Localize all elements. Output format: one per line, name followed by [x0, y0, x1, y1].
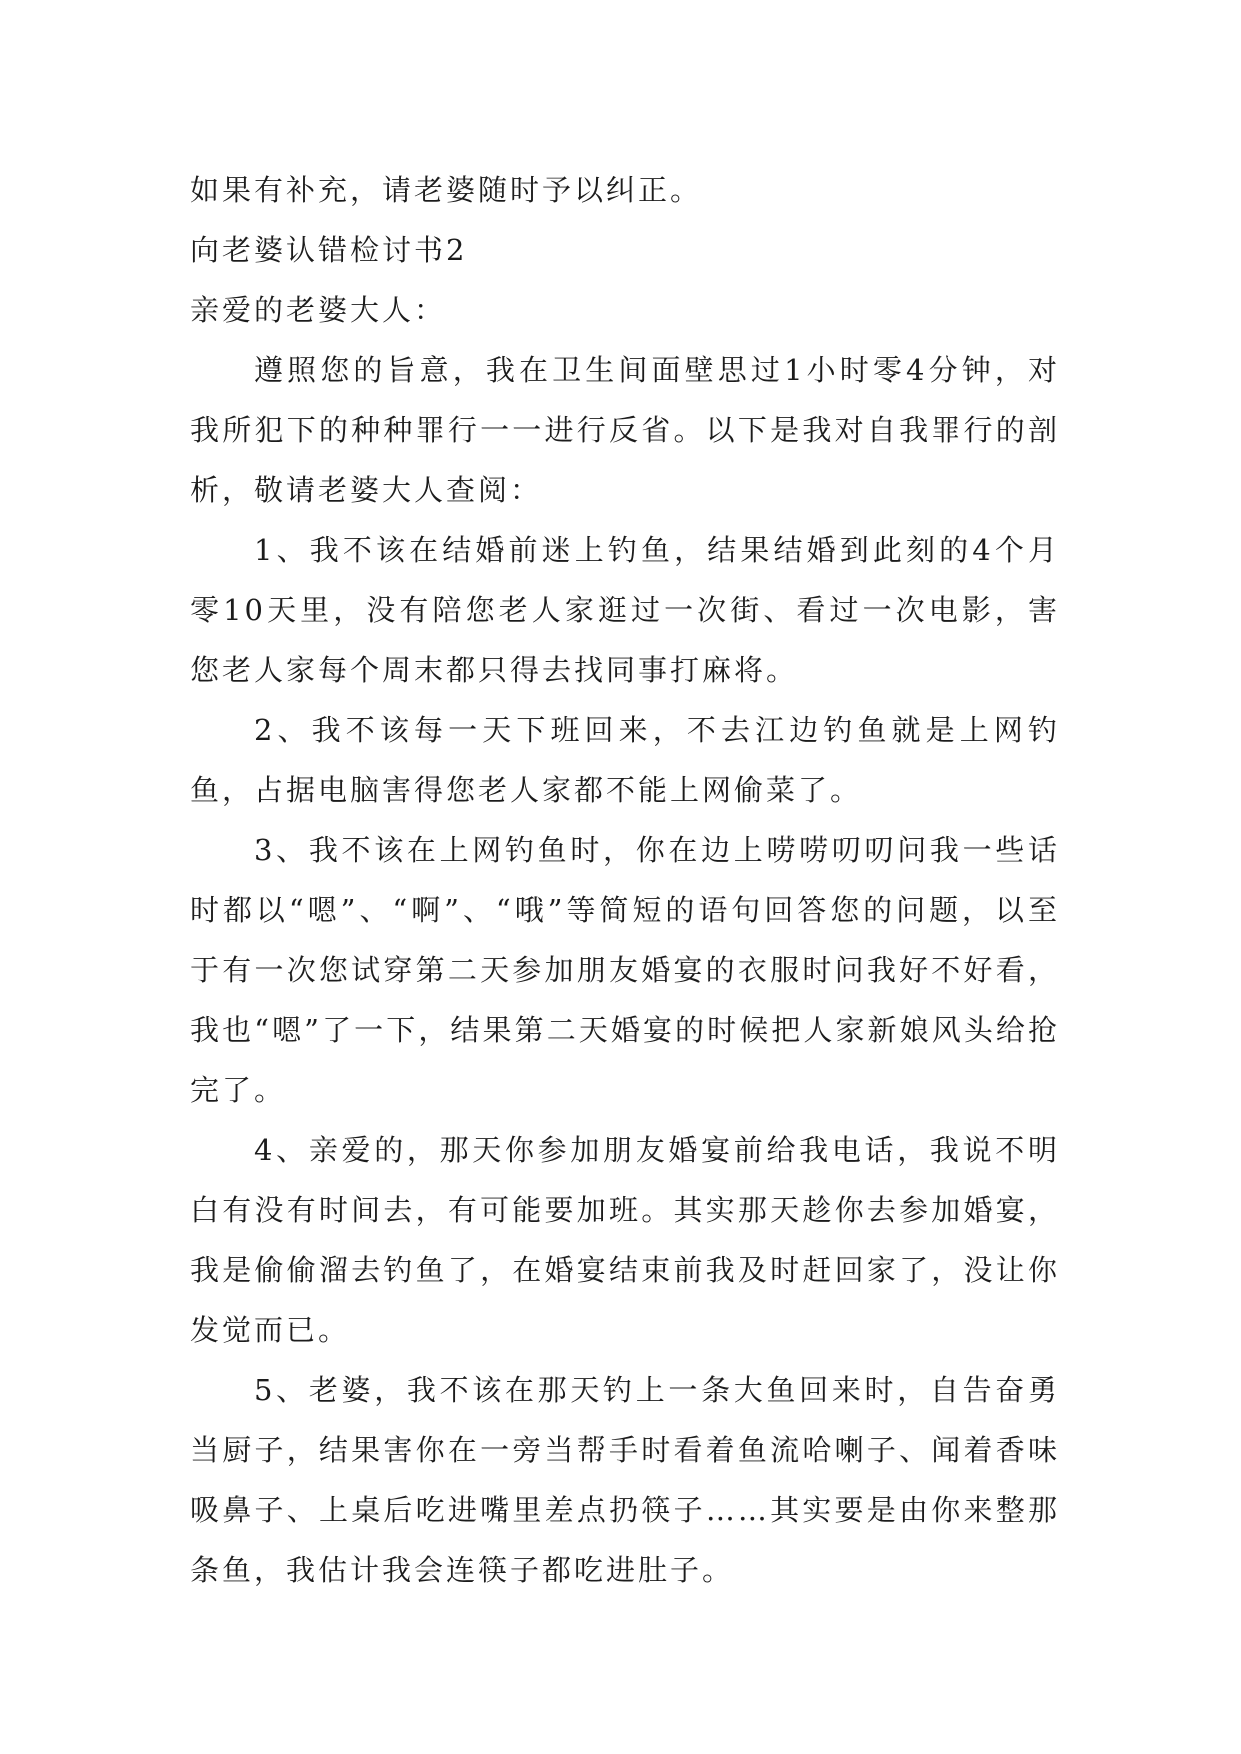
item-paragraph-3: 3、我不该在上网钓鱼时，你在边上唠唠叨叨问我一些话时都以“嗯”、“啊”、“哦”等简短的语句回答您的问题，以至于有一次您试穿第二天参加朋友婚宴的衣服时问我好不好看，我也“嗯”了一下，结果第二天婚宴的时候把人家新娘风头给抢完了。	[190, 833, 1060, 1107]
item-paragraph-1: 1、我不该在结婚前迷上钓鱼，结果结婚到此刻的4个月零10天里，没有陪您老人家逛过一次街、看过一次电影，害您老人家每个周末都只得去找同事打麻将。	[190, 533, 1060, 687]
item-paragraph-2: 2、我不该每一天下班回来，不去江边钓鱼就是上网钓鱼，占据电脑害得您老人家都不能上网偷菜了。	[190, 713, 1060, 807]
closing-line: 如果有补充，请老婆随时予以纠正。	[190, 173, 703, 207]
section-title: 向老婆认错检讨书2	[190, 233, 468, 267]
item-paragraph-4: 4、亲爱的，那天你参加朋友婚宴前给我电话，我说不明白有没有时间去，有可能要加班。其实那天趁你去参加婚宴，我是偷偷溜去钓鱼了，在婚宴结束前我及时赶回家了，没让你发觉而已。	[190, 1133, 1060, 1347]
item-paragraph-5: 5、老婆，我不该在那天钓上一条大鱼回来时，自告奋勇当厨子，结果害你在一旁当帮手时看着鱼流哈喇子、闻着香味吸鼻子、上桌后吃进嘴里差点扔筷子……其实要是由你来整那条鱼，我估计我会连筷子都吃进肚子。	[190, 1373, 1060, 1587]
intro-paragraph: 遵照您的旨意，我在卫生间面壁思过1小时零4分钟，对我所犯下的种种罪行一一进行反省。以下是我对自我罪行的剖析，敬请老婆大人查阅：	[190, 353, 1060, 507]
document-body	[190, 160, 1060, 1600]
salutation: 亲爱的老婆大人：	[190, 293, 447, 327]
